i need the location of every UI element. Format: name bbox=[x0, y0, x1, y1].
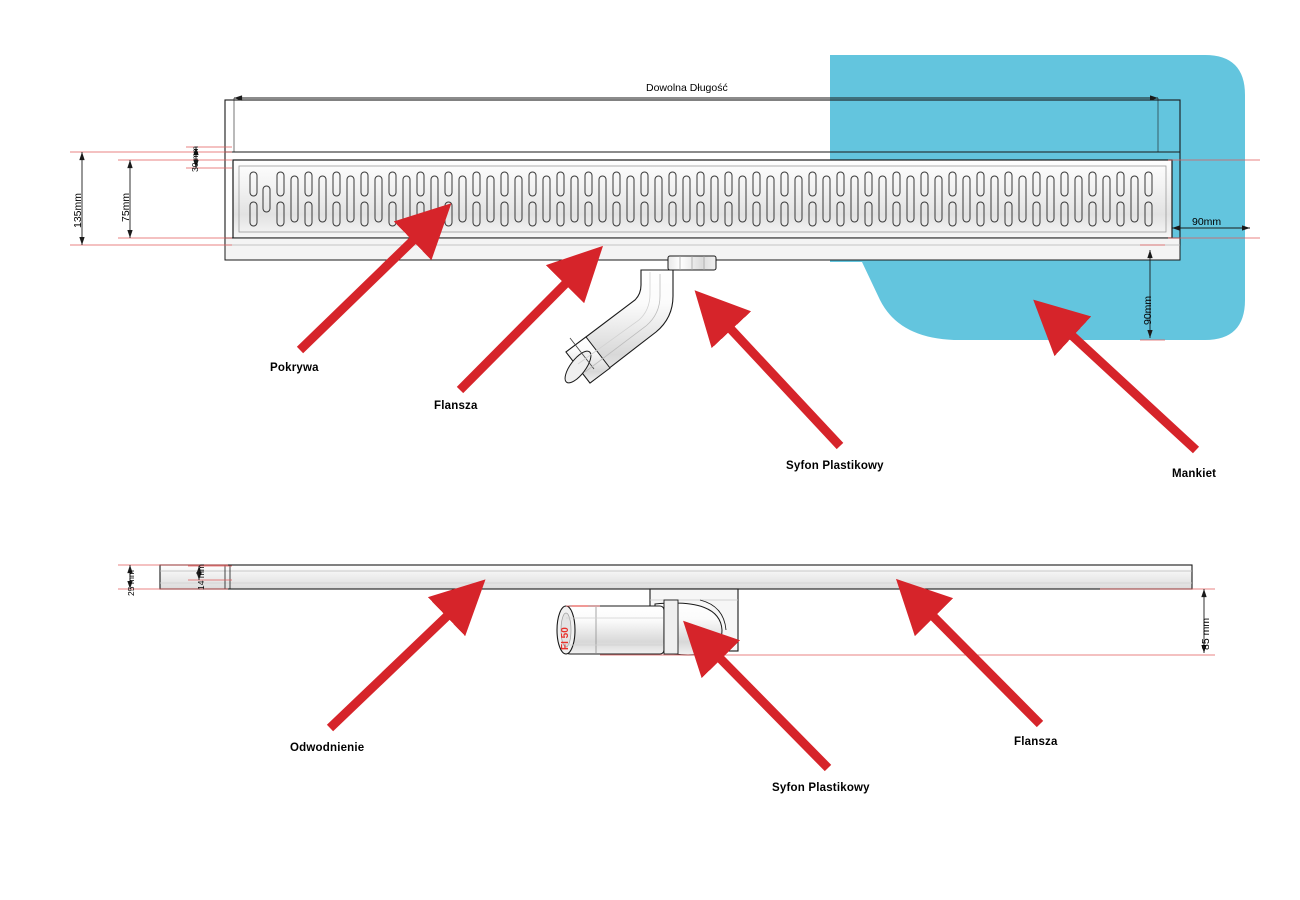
dim-75mm: 75mm bbox=[120, 192, 132, 222]
dim-90mm-depth: 90mm bbox=[1142, 295, 1154, 325]
pipe-marking-fi50: FI 50 bbox=[560, 627, 571, 650]
dim-85mm: 85 mm bbox=[1200, 617, 1212, 650]
callout-label-pokrywa: Pokrywa bbox=[270, 362, 319, 374]
dim-135mm: 135mm bbox=[72, 192, 84, 228]
dim-14mm: 14 mm bbox=[196, 564, 206, 590]
dim-25mm: 25 mm bbox=[126, 570, 136, 596]
callout-label-flansza-2: Flansza bbox=[1014, 736, 1058, 748]
callout-label-odwodnienie: Odwodnienie bbox=[290, 742, 365, 754]
dim-dowolna-dlugosc: Dowolna Długość bbox=[646, 82, 728, 94]
callout-label-mankiet: Mankiet bbox=[1172, 468, 1217, 480]
callout-label-syfon-plastikowy: Syfon Plastikowy bbox=[786, 460, 884, 472]
drain-body-section bbox=[160, 565, 1192, 589]
cover-grate bbox=[233, 160, 1172, 238]
dim-90mm-right: 90mm bbox=[1192, 216, 1222, 228]
callout-label-flansza: Flansza bbox=[434, 400, 478, 412]
callout-label-syfon-plastikowy-2: Syfon Plastikowy bbox=[772, 782, 870, 794]
dim-30mm: 30 mm bbox=[190, 146, 200, 172]
